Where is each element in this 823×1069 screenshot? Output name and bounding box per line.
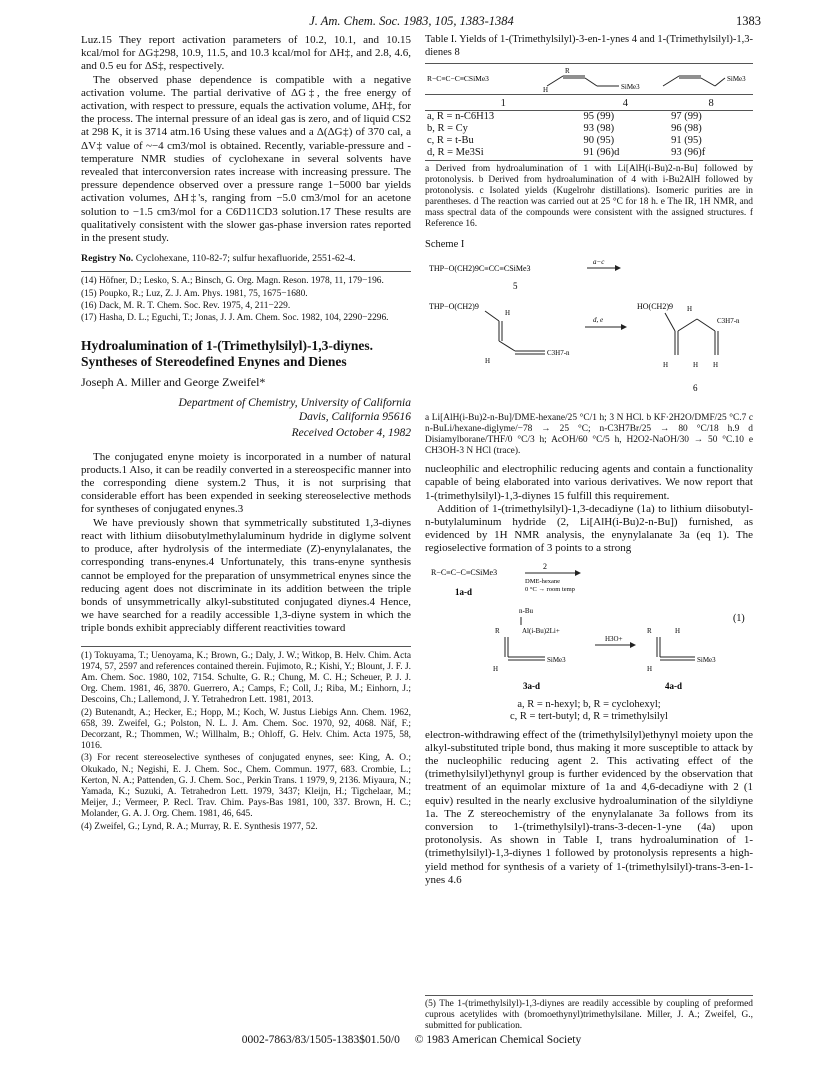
paragraph: Luz.15 They report activation parameters of 10.2, 10.1, and 10.15 kcal/mol for ΔG‡298, 10.9, 11.5, and 10.3 kcal/mol for ΔH‡, and 2.8, 4.6, and 0.5 eu for ΔS‡, respectively. <box>81 34 411 73</box>
affiliation-line: Davis, California 95616 <box>298 411 411 424</box>
table-structure-drawing <box>425 64 753 94</box>
compound-number: 4a-d <box>665 680 683 691</box>
chem-label: n-Bu <box>519 606 533 615</box>
reference: (14) Höfner, D.; Lesko, S. A.; Binsch, G. Org. Magn. Reson. 1978, 11, 179−196. <box>81 276 384 287</box>
table-cell: b, R = Cy <box>427 123 468 134</box>
table-cell: 93 (96)f <box>671 147 706 158</box>
scheme-drawing <box>425 259 753 409</box>
registry-label: Registry No. <box>81 253 134 265</box>
chem-label: SiMe3 <box>547 655 566 664</box>
col-header: 4 <box>581 98 669 111</box>
table-cell: 91 (95) <box>671 135 702 146</box>
chem-label: SiMe3 <box>621 83 640 91</box>
chem-label: C3H7-n <box>547 349 570 358</box>
running-header <box>0 10 823 30</box>
chem-label: H <box>663 361 669 370</box>
arrowhead <box>630 642 636 648</box>
table-cell: d, R = Me3Si <box>427 147 484 158</box>
registry-text: Cyclohexane, 110-82-7; sulfur hexafluoride, 2551-62-4. <box>135 253 356 265</box>
reference: (16) Dack, M. R. T. Chem. Soc. Rev. 1975, 4, 211−229. <box>81 300 291 311</box>
chem-label: H <box>693 361 699 370</box>
compound-number: 1a-d <box>455 586 473 597</box>
step-label: d, e <box>593 316 604 325</box>
equation-number: (1) <box>733 612 745 624</box>
chem-label: SiMe3 <box>697 655 716 664</box>
bond <box>585 78 597 86</box>
bond <box>678 319 697 331</box>
chem-label: R−C≡C−C≡CSiMe3 <box>431 567 498 577</box>
chem-label: SiMe3 <box>727 75 746 83</box>
scheme-footnotes: a Li[AlH(i-Bu)2-n-Bu]/DME-hexane/25 °C/1 h; 3 N HCl. b KF·2H2O/DMF/25 °C.7 c n-BuLi/hexane-diglyme/−78 → 25 °C; n-C3H7Br/25 → 80 °C/18 h.9 d Disiamylborane/THF/0 °C/3 h; AcOH/60 °C/5 h, H2O2-NaOH/30 → 50 °C.10 e CH3OH-3 N HCl (trace). <box>425 413 753 457</box>
chem-label: H <box>675 626 681 635</box>
chem-label: Al(i-Bu)2Li+ <box>522 626 560 635</box>
table-cell: 95 (99) <box>583 111 615 122</box>
chem-label: H <box>713 361 719 370</box>
page-number: 1383 <box>736 14 761 28</box>
chem-label: R <box>647 626 652 635</box>
article-title: Hydroalumination of 1-(Trimethylsilyl)-1,3-diynes. Syntheses of Stereodefined Enynes and Dienes <box>81 338 374 370</box>
reference: (2) Butenandt, A.; Hecker, E.; Hopp, M.; Koch, W. Justus Liebigs Ann. Chem. 1962, 658, 39. Zweifel, G.; Polston, N. L. J. Am. Chem. Soc. 1970, 92, 4068. Näf, F.; Decorzant, R.; Thommen, W.; Willhalm, B.; Ohloff, G. Helv. Chim. Acta 1975, 58, 1016. <box>81 707 411 752</box>
references-top <box>81 276 411 324</box>
compound-number: 3a-d <box>523 680 541 691</box>
table-structures <box>425 63 753 95</box>
chem-label: H <box>687 305 693 314</box>
chem-label: H <box>647 664 653 673</box>
conditions: 0 °C → room temp <box>525 585 575 593</box>
arrowhead <box>621 324 627 330</box>
legend-line: a, R = n-hexyl; b, R = cyclohexyl; <box>517 698 661 710</box>
bond <box>485 311 499 321</box>
equation-1 <box>425 561 753 695</box>
page-footer <box>0 1034 823 1046</box>
table-caption: Table I. Yields of 1-(Trimethylsilyl)-3-en-1-ynes 4 and 1-(Trimethylsilyl)-1,3-dienes 8 <box>425 34 753 58</box>
bond <box>665 313 675 331</box>
right-column <box>425 34 753 887</box>
col-header: 1 <box>425 98 581 111</box>
table-cell: c, R = t-Bu <box>427 135 474 146</box>
chem-label: HO(CH2)9 <box>637 302 673 312</box>
yields-table <box>425 98 753 159</box>
chem-label: H <box>505 309 511 318</box>
bond <box>499 341 515 351</box>
chem-label: H <box>493 664 499 673</box>
reference: (15) Poupko, R.; Luz, Z. J. Am. Phys. 1981, 75, 1675−1680. <box>81 288 308 299</box>
reference-bottom-right: (5) The 1-(trimethylsilyl)-1,3-diynes are readily accessible by coupling of preformed cuprous acetylides with (bromoethynyl)trimethylsilane. Miller, J. A.; Zweifel, G., submitted for publication. <box>425 995 753 1032</box>
table-header-row <box>425 98 753 111</box>
arrowhead <box>615 265 621 271</box>
table-cell: 93 (98) <box>583 123 615 134</box>
table-cell: 90 (95) <box>583 135 615 146</box>
chem-label: H <box>543 86 549 94</box>
affiliation <box>81 396 411 424</box>
journal-citation: J. Am. Chem. Soc. 1983, 105, 1383-1384 <box>309 14 514 28</box>
table-row <box>425 147 753 159</box>
compound-number: 6 <box>693 383 698 394</box>
paragraph: electron-withdrawing effect of the (trimethylsilyl)ethynyl moiety upon the alkyl-substituted triple bond, thus making it more susceptible to attack by the nucleophilic reducing agent 2. This activating effect of the (trimethylsilyl)ethynyl group is further evidenced by the observation that treatment of an equimolar mixture of 1a and 4,6-decadiyne with 2 (1 equiv) resulted in the nearly exclusive hydroalumination of the silyldiyne 1a. The Z stereochemistry of the enynylalanate 3a follows from its conversion to 1-(trimethylsilyl)-trans-3-decen-1-yne (4a) upon protonolysis. As shown in Table I, trans hydroalumination of 1-(trimethylsilyl)-1,3-diynes 1 followed by protonolysis represents a high-yield method for synthesis of a variety of 1-(trimethylsilyl)-trans-3-en-1-ynes 4.6 <box>425 728 753 886</box>
reagent: H3O+ <box>605 634 623 643</box>
copyright: © 1983 American Chemical Society <box>414 1034 582 1046</box>
authors: Joseph A. Miller and George Zweifel* <box>81 375 266 390</box>
article-code: 0002-7863/83/1505-1383$01.50/0 <box>241 1034 400 1046</box>
legend-line: c, R = tert-butyl; d, R = trimethylsilyl <box>510 710 668 722</box>
equation-drawing <box>425 561 753 695</box>
chem-label: C3H7-n <box>717 317 740 326</box>
bond <box>547 76 563 86</box>
chem-label: R <box>495 626 500 635</box>
table-cell: a, R = n-C6H13 <box>427 111 495 122</box>
col-header: 8 <box>669 98 753 111</box>
references-bottom <box>81 651 411 833</box>
reference: (3) For recent stereoselective syntheses of conjugated enynes, see: King, A. O.; Okukado, N.; Negishi, E. J. Chem. Soc., Chem. Commun. 1977, 683. Crombie, L.; Kerton, N. A.; Pattenden, G. J. Chem. Soc., Perkin Trans. 1 1979, 9, 2136. Miyaura, N.; Yamada, K.; Suzuki, A. Tetrahedron Lett. 1979, 3437; Kleijn, H.; Tigchelaar, M.; Meijer, J.; Vermeer, P. Recl. Trav. Chim. Pays-Bas 1981, 100, 337. Brown, H. C.; Molander, G. A. J. Org. Chem. 1981, 46, 645. <box>81 753 411 820</box>
bond <box>697 319 715 331</box>
reference: (17) Hasha, D. L.; Eguchi, T.; Jonas, J. J. Am. Chem. Soc. 1982, 104, 2290−2296. <box>81 313 389 324</box>
left-column <box>81 34 411 834</box>
bond <box>701 78 715 86</box>
table-row <box>425 123 753 135</box>
paragraph: The observed phase dependence is compatible with a negative activation volume. The partial derivative of ΔG‡, the free energy of activation, with respect to pressure, equals the activation volume, ΔH‡, for the process. The internal pressure of an ideal gas is zero, and of liquid CS2 at 298 K, it is 3714 atm.16 Using these values and a Δ(ΔG‡) of 370 cal, a ΔV‡ value of ~−4 cm3/mol is obtained. Recently, variable-pressure and -temperature NMR studies of cyclohexane in several solvents have revealed that interconversion rates increase with increasing pressure. The pressure dependence observed over a pressure range 1−5000 bar yields activation volumes, ΔH‡'s, ranging from −5.0 cm3/mol for an acetone solution to −1.5 cm3/mol for a C6D11CD3 solution.17 These results are qualitatively consistent with the slower gas-phase inversion rates reported in the present study. <box>81 73 411 245</box>
table-footnotes: a Derived from hydroalumination of 1 with Li[AlH(i-Bu)2-n-Bu] followed by protonolysis. b Derived from hydroalumination of 4 with i-Bu2AlH followed by protonolysis. c Isolated yields (Kugelrohr distillations). Isomeric purities are in parentheses. d The reaction was carried out at 25 °C for 18 h. e The IR, 1H NMR, and mass spectral data of the compounds were consistent with the assigned structures. f Reference 16. <box>425 160 753 230</box>
table-cell: 96 (98) <box>671 123 702 134</box>
chem-label: THP−O(CH2)9C≡CC≡CSiMe3 <box>429 264 531 274</box>
arrowhead <box>575 570 581 576</box>
bond <box>663 76 679 86</box>
paragraph: nucleophilic and electrophilic reducing agents and contain a functionality capable of being elaborated into various derivatives. We now report that 1-(trimethylsilyl)-1,3-diynes 15 fulfill this requirement. <box>425 463 753 502</box>
equation-legend <box>425 699 753 723</box>
registry-numbers <box>81 252 411 265</box>
received-date: Received October 4, 1982 <box>291 427 411 440</box>
divider <box>81 646 411 647</box>
table-cell: 91 (96)d <box>583 147 620 158</box>
paragraph: The conjugated enyne moiety is incorporated in a number of natural products.1 Also, it can be readily converted in a stereospecific manner into the corresponding diene system.2 Thus, it is not surprising that considerable effort has been expended in seeking stereoselective methods for syntheses of conjugated enynes.3 <box>81 450 411 516</box>
table-cell: 97 (99) <box>671 111 702 122</box>
step-label: a−c <box>593 259 605 267</box>
compound-number: 5 <box>513 281 518 292</box>
reagent-number: 2 <box>543 561 547 571</box>
chem-label: H <box>485 357 491 366</box>
reference: (4) Zweifel, G.; Lynd, R. A.; Murray, R. E. Synthesis 1977, 52. <box>81 821 318 832</box>
table-row <box>425 135 753 147</box>
table-row <box>425 111 753 124</box>
chem-label: THP−O(CH2)9 <box>429 302 479 312</box>
paragraph: Addition of 1-(trimethylsilyl)-1,3-decadiyne (1a) to lithium diisobutyl-n-butylaluminum hydride (2, Li[AlH(i-Bu)2-n-Bu]) furnished, as evidenced by 1H NMR analysis, the enynylalanate 3a (eq 1). The regioselective formation of 3 points to a strong <box>425 502 753 555</box>
conditions: DME-hexane <box>525 577 561 585</box>
chem-label: R−C≡C−C≡CSiMe3 <box>427 74 489 83</box>
affiliation-line: Department of Chemistry, University of California <box>178 397 411 410</box>
reference: (1) Tokuyama, T.; Uenoyama, K.; Brown, G.; Daly, J. W.; Witkop, B. Helv. Chim. Acta 1974, 57, 2597 and references contained therein. Fujimoto, R.; Kishi, Y.; Blount, J. F. J. Am. Chem. Soc. 1980, 102, 7154. Schulte, G. R.; Chung, M. C. H.; Scheuer, P. J. J. Org. Chem. 1981, 46, 3870. Guerrero, A.; Camps, F.; Coll, J.; Riba, M.; Einhorn, J.; Descoins, Ch.; Lallemond, J. Y. Tetrahedron Lett. 1981, 2013. <box>81 650 411 706</box>
scheme-label: Scheme I <box>425 239 465 250</box>
scheme-1 <box>425 259 753 409</box>
bond <box>715 78 725 86</box>
divider <box>81 271 411 272</box>
chem-label: R <box>565 67 570 75</box>
paragraph: We have previously shown that symmetrically substituted 1,3-diynes react with lithium diisobutylmethylaluminum hydride in diglyme solvent to produce, after hydrolysis of the intermediate (Z)-enynylalanates, the corresponding trans-enynes.4 Unfortunately, this trans-enyne synthesis cannot be employed for the preparation of unsymmetrical enynes since the reducing agent does not discriminate in its addition between the triple bonds of unsymmetrically alkyl-substituted conjugated diynes.4 Hence, we have searched for a readily accessible 1,3-diyne system in which the triple bonds exhibit appreciably different reactivities toward <box>81 516 411 635</box>
